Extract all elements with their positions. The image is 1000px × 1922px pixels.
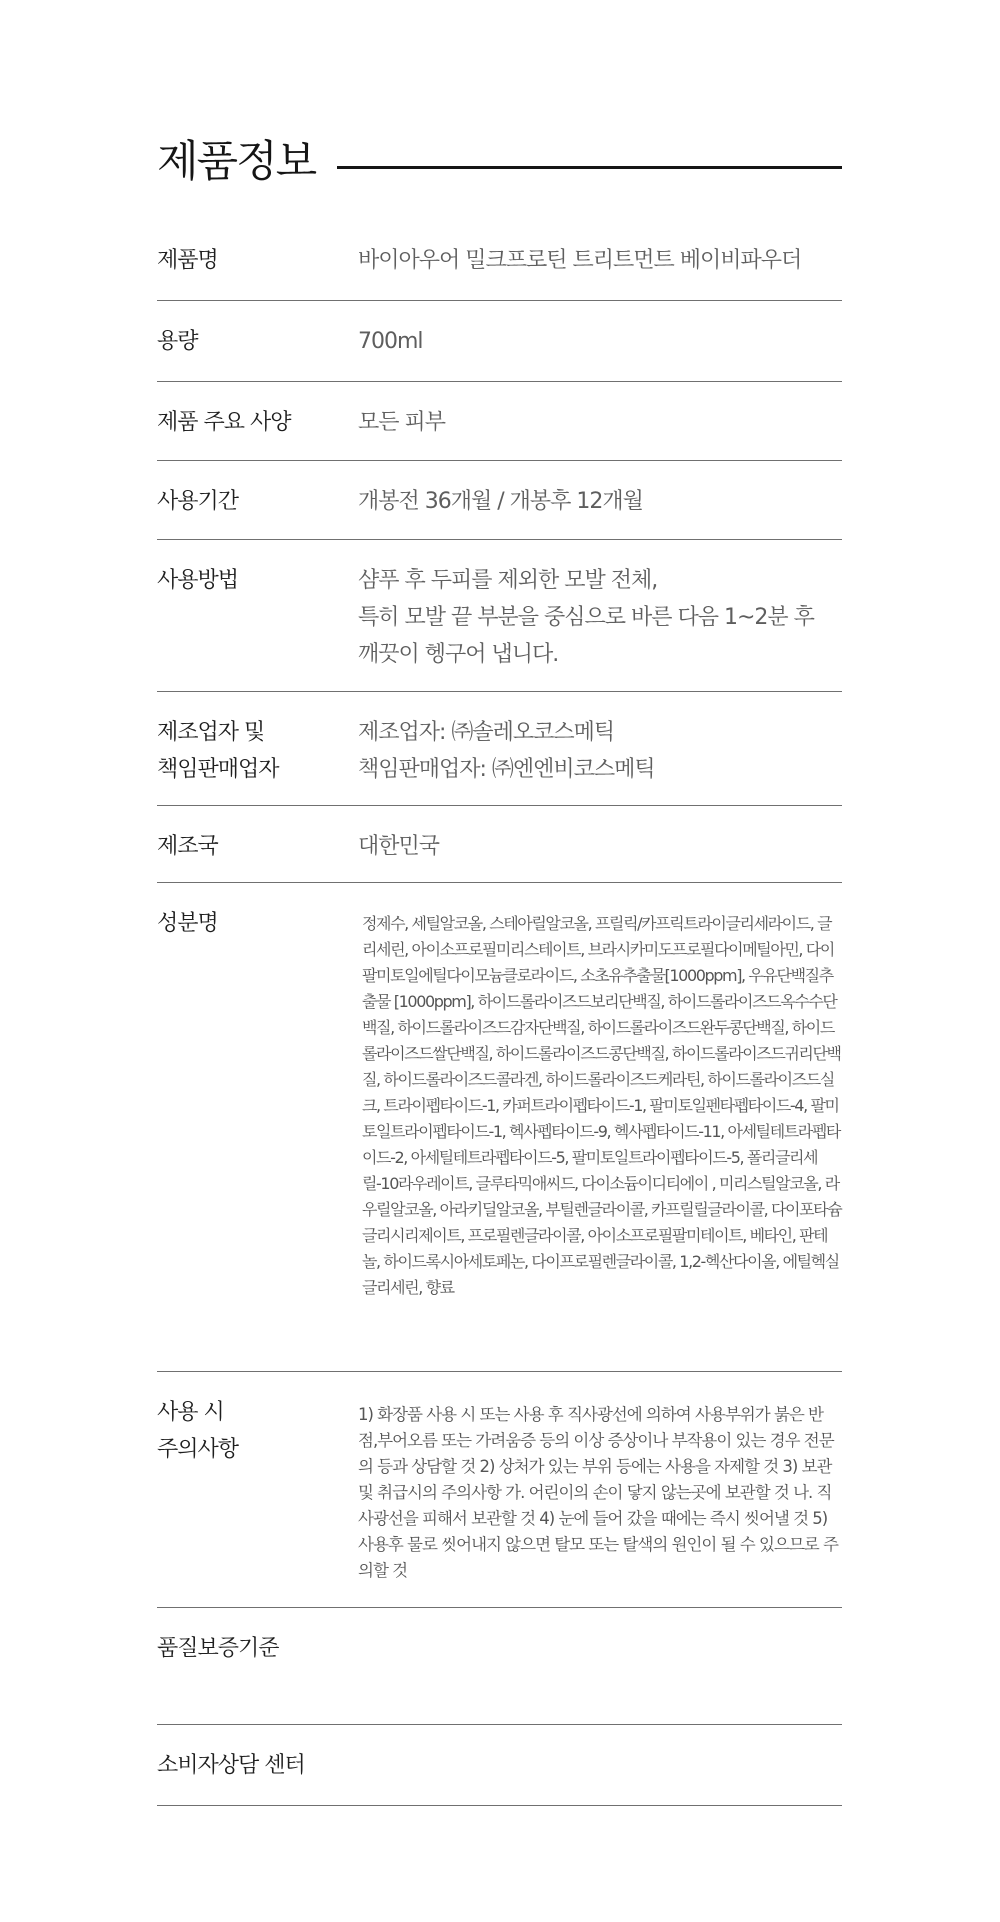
section-header	[157, 128, 842, 188]
row-spec	[157, 382, 842, 461]
row-value: 정제수, 세틸알코올, 스테아릴알코올, 프릴릭/카프릭트라이글리세라이드, 글리세린, 아이소프로필미리스테이트, 브라시카미도프로필다이메틸아민, 다이팔미토일에틸다이모늄클로라이드, 소초유추출물[1000ppm], 우유단백질추출물 [1000ppm], 하이드롤라이즈드보리단백질, 하이드롤라이즈드옥수수단백질, 하이드롤라이즈드감자단백질, 하이드롤라이즈드완두콩단백질, 하이드롤라이즈드쌀단백질, 하이드롤라이즈드콩단백질, 하이드롤라이즈드귀리단백질, 하이드롤라이즈드콜라겐, 하이드롤라이즈드케라틴, 하이드롤라이즈드실크, 트라이펩타이드-1, 카퍼트라이펩타이드-1, 팔미토일펜타펩타이드-4, 팔미토일트라이펩타이드-1, 헥사펩타이드-9, 헥사펩타이드-11, 아세틸테트라펩타이드-2, 아세틸테트라펩타이드-5, 팔미토일트라이펩타이드-5, 폴리글리세릴-10라우레이트, 글루타믹애씨드, 다이소듐이디티에이 , 미리스틸알코올, 라우릴알코올, 아라키딜알코올, 부틸렌글라이콜, 카프릴릴글라이콜, 다이포타슘글리시리제이트, 프로필렌글라이콜, 아이소프로필팔미테이트, 베타인, 판테놀, 하이드록시아세토페논, 다이프로필렌글라이콜, 1,2-헥산다이올, 에틸헥실글리세린, 향료	[362, 914, 842, 1297]
row-value: 개봉전 36개월 / 개봉후 12개월	[358, 489, 643, 514]
row-country	[157, 806, 842, 883]
product-info-section	[157, 128, 842, 1806]
product-info-table	[157, 220, 842, 1806]
row-label: 품질보증기준	[157, 1636, 279, 1661]
row-value	[358, 1747, 842, 1805]
row-value: 바이아우어 밀크프로틴 트리트먼트 베이비파우더	[358, 248, 802, 273]
row-ingredients	[157, 883, 842, 1372]
row-label: 제조국	[157, 834, 218, 859]
row-label: 사용방법	[157, 568, 239, 593]
row-label: 사용기간	[157, 489, 239, 514]
row-period	[157, 461, 842, 540]
row-caution	[157, 1372, 842, 1608]
row-quality	[157, 1608, 842, 1725]
title-divider	[337, 166, 842, 169]
row-consult	[157, 1725, 842, 1806]
row-label: 제품명	[157, 248, 218, 273]
row-value: 700ml	[358, 329, 423, 354]
row-label: 용량	[157, 329, 198, 354]
row-value: 대한민국	[358, 834, 440, 859]
row-label: 제조업자 및 책임판매업자	[157, 720, 279, 782]
row-label: 성분명	[157, 911, 218, 936]
row-maker	[157, 692, 842, 806]
row-label: 소비자상담 센터	[157, 1753, 305, 1778]
row-value: 모든 피부	[358, 410, 446, 435]
row-value: 제조업자: ㈜솔레오코스메틱 책임판매업자: ㈜엔엔비코스메틱	[358, 720, 655, 782]
row-method	[157, 540, 842, 692]
row-value	[358, 1630, 842, 1724]
row-product-name	[157, 220, 842, 301]
row-label: 사용 시 주의사항	[157, 1400, 239, 1462]
row-label: 제품 주요 사양	[157, 410, 291, 435]
section-title: 제품정보	[157, 136, 316, 187]
row-volume	[157, 301, 842, 382]
row-value: 1) 화장품 사용 시 또는 사용 후 직사광선에 의하여 사용부위가 붉은 반점,부어오름 또는 가려움증 등의 이상 증상이나 부작용이 있는 경우 전문의 등과 상담할 것 2) 상처가 있는 부위 등에는 사용을 자제할 것 3) 보관 및 취급시의 주의사항 가. 어린이의 손이 닿지 않는곳에 보관할 것 나. 직사광선을 피해서 보관할 것 4) 눈에 들어 갔을 때에는 즉시 씻어낼 것 5) 사용후 물로 씻어내지 않으면 탈모 또는 탈색의 원인이 될 수 있으므로 주의할 것	[358, 1405, 838, 1580]
row-value: 샴푸 후 두피를 제외한 모발 전체, 특히 모발 끝 부분을 중심으로 바른 다음 1~2분 후 깨끗이 헹구어 냅니다.	[358, 568, 814, 667]
